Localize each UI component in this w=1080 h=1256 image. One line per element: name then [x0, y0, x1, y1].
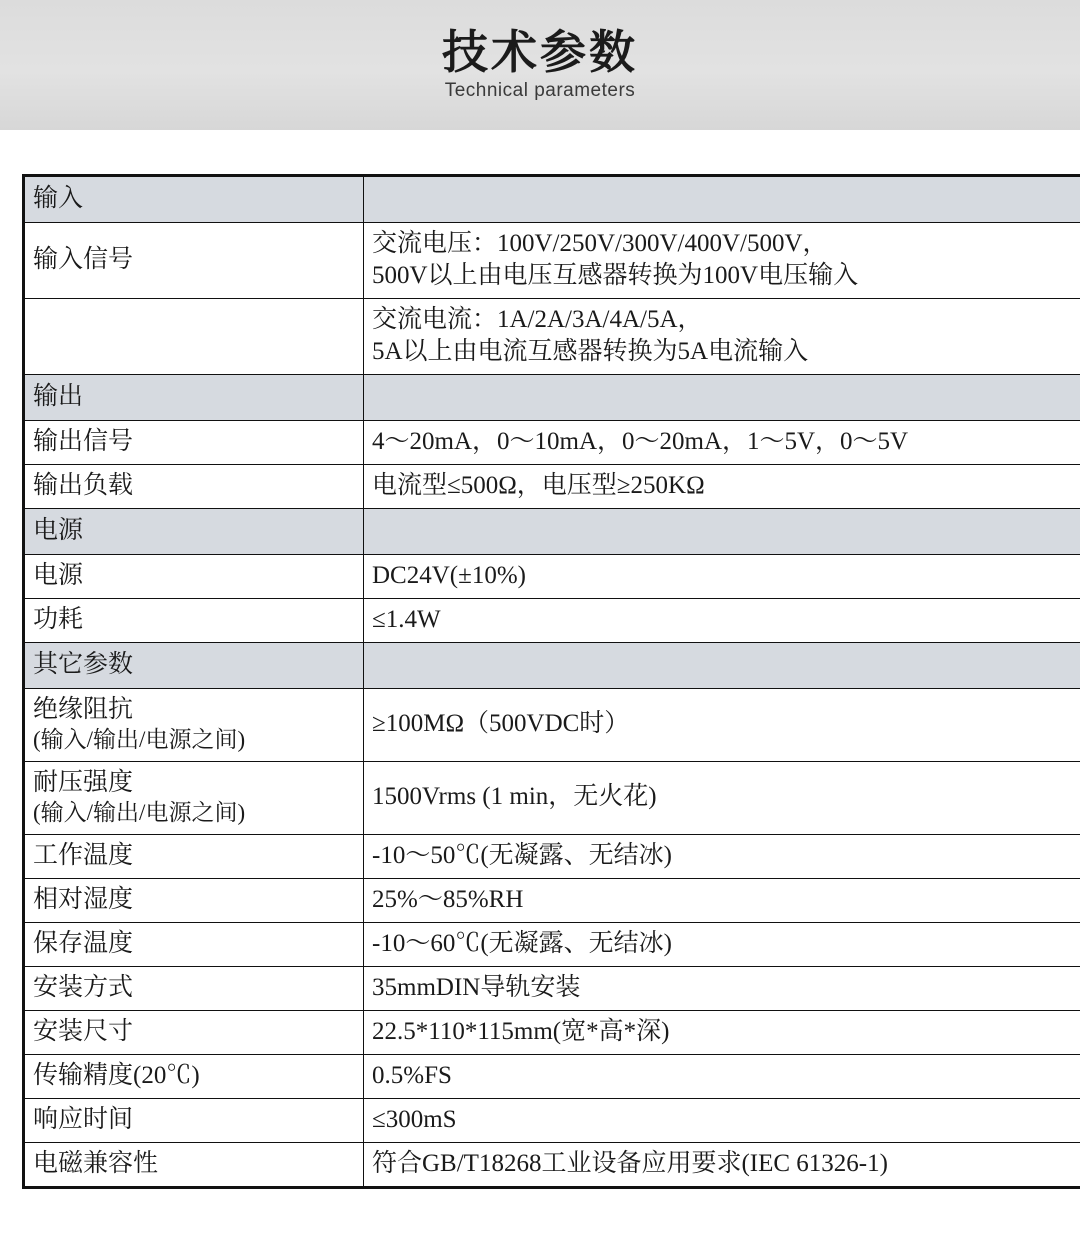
section-label: 输入 — [24, 176, 364, 223]
row-value — [364, 299, 1080, 375]
table-row — [24, 878, 1080, 922]
table-row — [24, 299, 1080, 375]
row-value-line1: 1500Vrms (1 min，无火花) — [372, 783, 657, 811]
row-label-main: 输出负载 — [33, 472, 134, 499]
technical-parameters-table — [22, 174, 1080, 1189]
table-row — [24, 555, 1080, 599]
page-subtitle: Technical parameters — [444, 80, 636, 102]
table-section-row — [24, 509, 1080, 555]
row-value-line1: ≥100MΩ（500VDC时） — [372, 710, 630, 738]
row-value-line1: DC24V(±10%) — [372, 562, 526, 589]
table-row — [24, 421, 1080, 465]
table-row — [24, 1142, 1080, 1187]
row-value — [364, 555, 1080, 599]
row-label-main: 安装方式 — [33, 973, 134, 1001]
section-label: 输出 — [24, 375, 364, 421]
row-value — [364, 223, 1080, 299]
row-value-line1: -10～50℃(无凝露、无结冰) — [372, 841, 672, 869]
page-header — [0, 0, 1080, 130]
row-value — [364, 689, 1080, 762]
section-label: 其它参数 — [24, 643, 364, 689]
row-label-sub: (输入/输出/电源之间) — [33, 727, 246, 752]
row-label-main: 电磁兼容性 — [33, 1149, 159, 1177]
row-label-main: 输入信号 — [33, 246, 134, 273]
row-label-main: 工作温度 — [33, 841, 134, 869]
row-value-line2: 5A以上由电流互感器转换为5A电流输入 — [372, 338, 809, 365]
row-label-main: 功耗 — [33, 606, 84, 633]
row-label-main: 相对湿度 — [33, 885, 134, 913]
row-value — [364, 834, 1080, 878]
row-label — [24, 223, 364, 299]
row-value-line1: 符合GB/T18268工业设备应用要求(IEC 61326-1) — [372, 1149, 888, 1177]
table-row — [24, 922, 1080, 966]
row-label-main: 响应时间 — [33, 1105, 134, 1133]
table-row — [24, 761, 1080, 834]
row-value — [364, 1142, 1080, 1187]
row-value — [364, 465, 1080, 509]
row-value-line1: 0.5%FS — [372, 1061, 452, 1089]
table-section-row — [24, 375, 1080, 421]
row-label — [24, 922, 364, 966]
row-value-line1: 25%～85%RH — [372, 885, 524, 913]
row-value-line1: 22.5*110*115mm(宽*高*深) — [372, 1017, 670, 1045]
row-label-main: 绝缘阻抗 — [33, 696, 134, 723]
section-label: 电源 — [24, 509, 364, 555]
spec-table-container — [0, 130, 1080, 1189]
row-label — [24, 1098, 364, 1142]
row-value — [364, 761, 1080, 834]
section-value — [364, 509, 1080, 555]
section-value — [364, 375, 1080, 421]
row-value-line1: 交流电流：1A/2A/3A/4A/5A， — [372, 306, 703, 333]
row-label — [24, 1054, 364, 1098]
row-value — [364, 878, 1080, 922]
row-value-line1: ≤1.4W — [372, 606, 441, 633]
table-row — [24, 465, 1080, 509]
row-label — [24, 1010, 364, 1054]
table-body — [24, 176, 1080, 1188]
row-label — [24, 599, 364, 643]
row-value-line1: ≤300mS — [372, 1105, 457, 1133]
row-value — [364, 966, 1080, 1010]
row-value-line1: 35mmDIN导轨安装 — [372, 973, 581, 1001]
row-value-line1: 电流型≤500Ω，电压型≥250KΩ — [372, 472, 705, 499]
row-label-main: 输出信号 — [33, 428, 134, 455]
section-value — [364, 176, 1080, 223]
row-value — [364, 922, 1080, 966]
row-value — [364, 1098, 1080, 1142]
row-label-main: 传输精度(20℃) — [33, 1061, 200, 1089]
row-label-main: 电源 — [33, 562, 84, 589]
row-value-line1: 4～20mA，0～10mA，0～20mA，1～5V，0～5V — [372, 428, 909, 455]
table-section-row — [24, 643, 1080, 689]
row-label — [24, 966, 364, 1010]
row-value — [364, 599, 1080, 643]
row-label — [24, 299, 364, 375]
row-value — [364, 1010, 1080, 1054]
table-row — [24, 966, 1080, 1010]
section-value — [364, 643, 1080, 689]
row-label — [24, 878, 364, 922]
row-label — [24, 761, 364, 834]
row-label-main: 耐压强度 — [33, 768, 134, 796]
row-label-main: 安装尺寸 — [33, 1017, 134, 1045]
table-row — [24, 834, 1080, 878]
row-value-line1: -10～60℃(无凝露、无结冰) — [372, 929, 672, 957]
table-row — [24, 1098, 1080, 1142]
row-value-line2: 500V以上由电压互感器转换为100V电压输入 — [372, 262, 859, 289]
table-row — [24, 223, 1080, 299]
row-label-sub: (输入/输出/电源之间) — [33, 799, 246, 825]
table-section-row — [24, 176, 1080, 223]
row-label — [24, 465, 364, 509]
row-label — [24, 834, 364, 878]
table-row — [24, 1054, 1080, 1098]
row-label — [24, 421, 364, 465]
row-value — [364, 1054, 1080, 1098]
row-value — [364, 421, 1080, 465]
page-title: 技术参数 — [442, 25, 638, 78]
row-label-main: 保存温度 — [33, 929, 134, 957]
table-row — [24, 689, 1080, 762]
row-value-line1: 交流电压：100V/250V/300V/400V/500V， — [372, 230, 828, 257]
table-row — [24, 599, 1080, 643]
row-label — [24, 689, 364, 762]
row-label — [24, 555, 364, 599]
table-row — [24, 1010, 1080, 1054]
row-label — [24, 1142, 364, 1187]
